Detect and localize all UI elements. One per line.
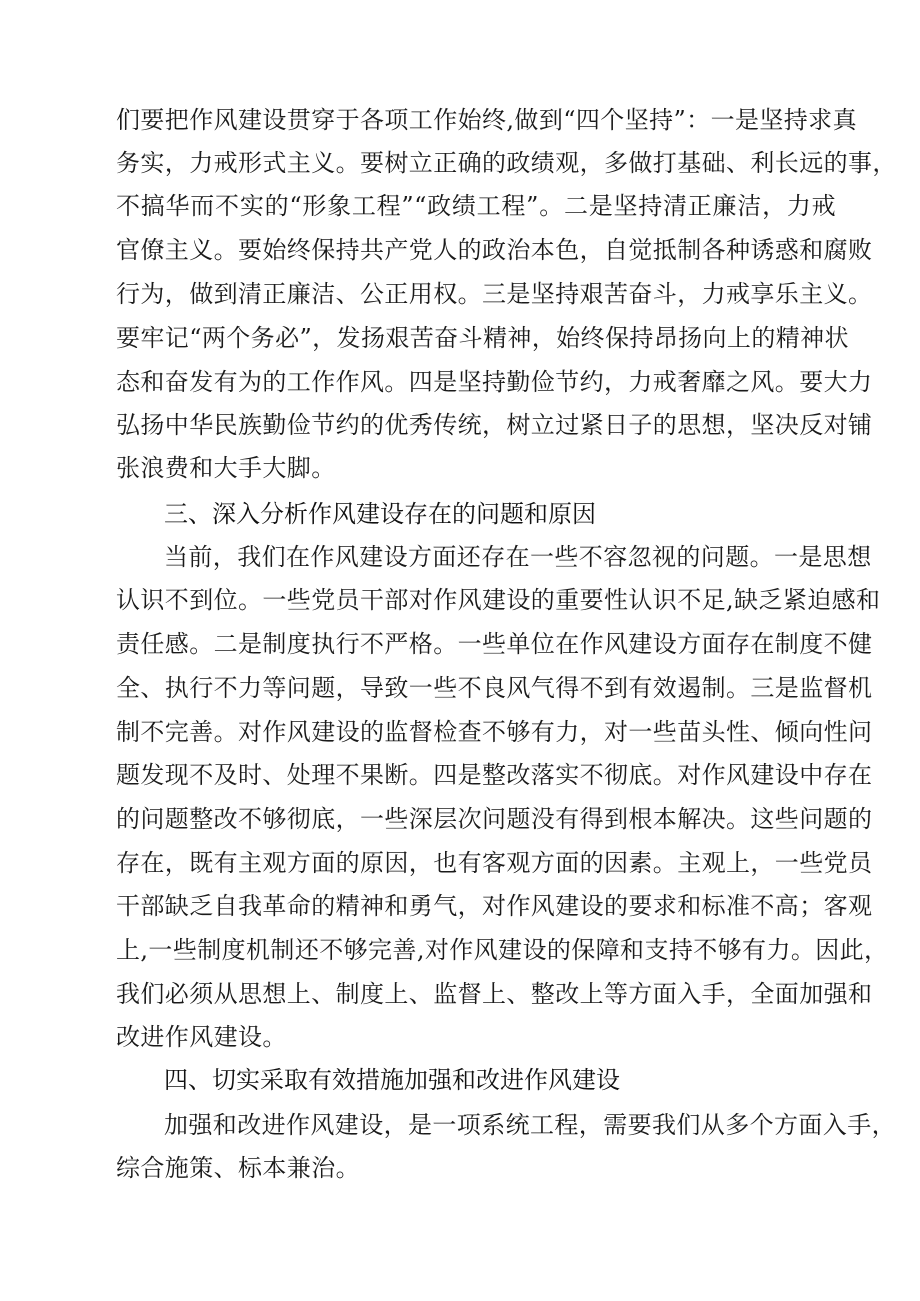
text-line: 务实，力戒形式主义。要树立正确的政绩观，多做打基础、利长远的事， — [116, 149, 897, 177]
text-line: 综合施策、标本兼治。 — [116, 1154, 360, 1182]
text-line: 要牢记“两个务必”，发扬艰苦奋斗精神，始终保持昂扬向上的精神状 — [116, 324, 849, 352]
text-line: 干部缺乏自我革命的精神和勇气，对作风建设的要求和标准不高；客观 — [116, 892, 873, 920]
text-line: 弘扬中华民族勤俭节约的优秀传统，树立过紧日子的思想，坚决反对铺 — [116, 411, 873, 439]
text-line: 我们必须从思想上、制度上、监督上、整改上等方面入手，全面加强和 — [116, 980, 873, 1008]
section-heading-3: 三、深入分析作风建设存在的问题和原因 — [164, 500, 596, 528]
section-heading-4: 四、切实采取有效措施加强和改进作风建设 — [164, 1066, 620, 1094]
text-line: 态和奋发有为的工作作风。四是坚持勤俭节约，力戒奢靡之风。要大力 — [116, 368, 873, 396]
text-line: 们要把作风建设贯穿于各项工作始终,做到“四个坚持”：一是坚持求真 — [116, 106, 857, 134]
text-line: 改进作风建设。 — [116, 1023, 287, 1051]
text-line: 上,一些制度机制还不够完善,对作风建设的保障和支持不够有力。因此， — [116, 936, 889, 964]
text-line: 认识不到位。一些党员干部对作风建设的重要性认识不足,缺乏紧迫感和 — [116, 586, 881, 614]
text-line: 张浪费和大手大脚。 — [116, 454, 336, 482]
text-line: 加强和改进作风建设，是一项系统工程，需要我们从多个方面入手， — [164, 1111, 896, 1139]
text-line: 的问题整改不够彻底，一些深层次问题没有得到根本解决。这些问题的 — [116, 805, 873, 833]
text-line: 当前，我们在作风建设方面还存在一些不容忽视的问题。一是思想 — [164, 543, 872, 571]
text-line: 官僚主义。要始终保持共产党人的政治本色，自觉抵制各种诱惑和腐败 — [116, 236, 873, 264]
text-line: 题发现不及时、处理不果断。四是整改落实不彻底。对作风建设中存在 — [116, 761, 873, 789]
text-line: 行为，做到清正廉洁、公正用权。三是坚持艰苦奋斗，力戒享乐主义。 — [116, 280, 873, 308]
text-line: 存在，既有主观方面的原因，也有客观方面的因素。主观上，一些党员 — [116, 849, 873, 877]
text-line: 不搞华而不实的“形象工程”“政绩工程”。二是坚持清正廉洁，力戒 — [116, 192, 836, 220]
text-line: 责任感。二是制度执行不严格。一些单位在作风建设方面存在制度不健 — [116, 630, 873, 658]
text-line: 制不完善。对作风建设的监督检查不够有力，对一些苗头性、倾向性问 — [116, 718, 873, 746]
text-line: 全、执行不力等问题，导致一些不良风气得不到有效遏制。三是监督机 — [116, 674, 873, 702]
